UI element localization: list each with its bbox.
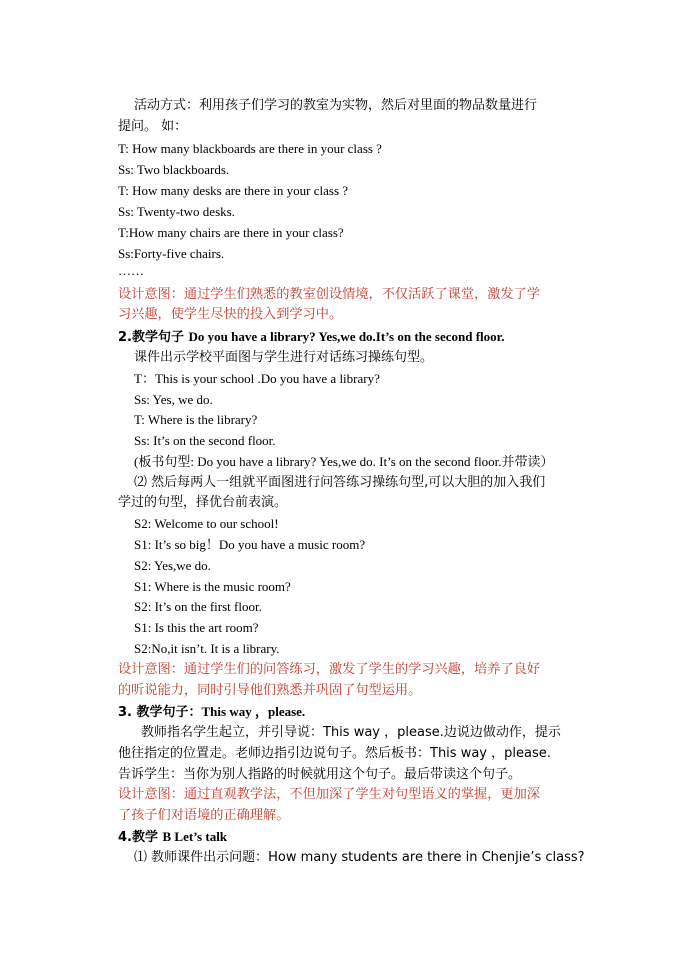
dialogue-line: Ss: Yes, we do. [134, 392, 213, 407]
dialogue-line: S1: It’s so big！Do you have a music room? [134, 537, 366, 552]
design-intent-line: 设计意图：通过直观教学法，不但加深了学生对句型语义的掌握，更加深 [118, 787, 540, 802]
design-intent-line: 习兴趣，使学生尽快的投入到学习中。 [118, 307, 343, 322]
section-heading-sentence: This way ，please. [201, 704, 306, 719]
text-line: ⑴ 教师课件出示问题：How many students are there in Chenjie’s class? [134, 850, 585, 865]
text-line: 他往指定的位置走。老师边指引边说句子。然后板书：This way ，please. [118, 746, 551, 761]
section-heading-label: 4.教学 [118, 830, 163, 845]
text-line: ⑵ 然后每两人一组就平面图进行问答练习操练句型,可以大胆的加入我们 [134, 475, 546, 490]
blackboard-note-line: (板书句型: Do you have a library? Yes,we do. It’s on the second floor.并带读） [134, 454, 554, 469]
section-heading-label: 3. 教学句子： [118, 705, 202, 720]
section-heading-2 [118, 328, 505, 347]
dialogue-line: S1: Is this the art room? [134, 620, 259, 635]
dialogue-line: Ss:Forty-five chairs. [118, 246, 225, 261]
dialogue-line: T：This is your school .Do you have a library? [134, 371, 380, 386]
text-line: 告诉学生：当你为别人指路的时候就用这个句子。最后带读这个句子。 [118, 767, 522, 782]
dialogue-line: S2: It’s on the first floor. [134, 599, 262, 614]
dialogue-line: S2: Welcome to our school! [134, 516, 279, 531]
design-intent-line: 的听说能力，同时引导他们熟悉并巩固了句型运用。 [118, 683, 422, 698]
dialogue-line: S1: Where is the music room? [134, 579, 291, 594]
dialogue-line: S2:No,it isn’t. It is a library. [134, 641, 280, 656]
dialogue-line: T: How many desks are there in your class ? [118, 183, 349, 198]
text-line: 学过的句型，择优台前表演。 [118, 495, 288, 510]
dialogue-line: T: How many blackboards are there in your class ? [118, 141, 382, 156]
text-line: 课件出示学校平面图与学生进行对话练习操练句型。 [134, 350, 434, 365]
dialogue-line: T: Where is the library? [134, 412, 258, 427]
section-heading-label: 2.教学句子 [118, 330, 189, 345]
dialogue-line: Ss: It’s on the second floor. [134, 433, 276, 448]
dialogue-line: S2: Yes,we do. [134, 558, 211, 573]
design-intent-line: 设计意图：通过学生们熟悉的教室创设情境，不仅活跃了课堂，激发了学 [118, 287, 540, 302]
dialogue-line: Ss: Twenty-two desks. [118, 204, 235, 219]
section-heading-4 [118, 828, 227, 847]
dialogue-line: Ss: Two blackboards. [118, 162, 230, 177]
ellipsis-line: …… [118, 263, 144, 278]
section-heading-sentence: B Let’s talk [162, 829, 228, 844]
design-intent-line: 设计意图：通过学生们的问答练习，激发了学生的学习兴趣，培养了良好 [118, 662, 540, 677]
section-heading-3 [118, 703, 305, 722]
dialogue-line: T:How many chairs are there in your class? [118, 225, 344, 240]
text-line: 提问。 如： [118, 119, 188, 134]
text-line: 教师指名学生起立，并引导说：This way ，please.边说边做动作，提示 [141, 725, 561, 740]
design-intent-line: 了孩子们对语境的正确理解。 [118, 808, 290, 823]
activity-method-line: 活动方式：利用孩子们学习的教室为实物，然后对里面的物品数量进行 [134, 98, 538, 113]
section-heading-sentence: Do you have a library? Yes,we do.It’s on the second floor. [188, 329, 505, 344]
